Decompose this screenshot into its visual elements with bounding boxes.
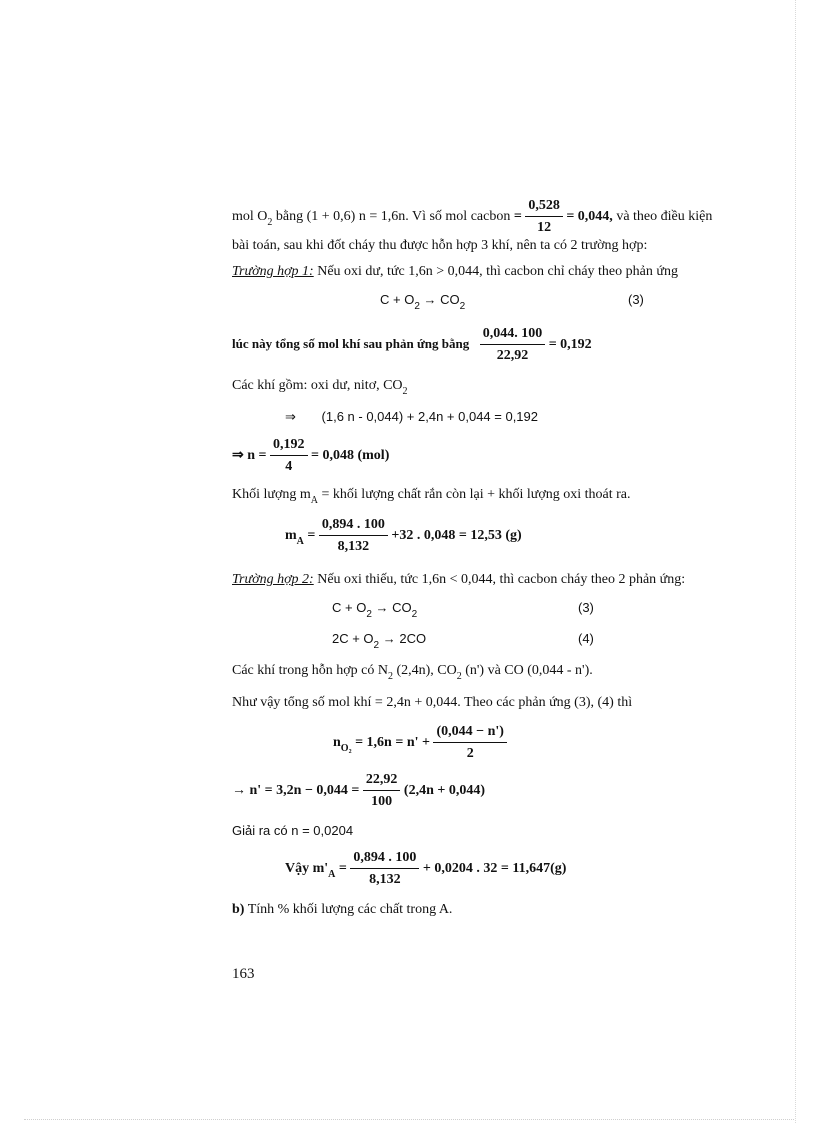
subscript: A	[328, 869, 336, 881]
numerator: 22,92	[363, 771, 401, 791]
subscript: 2	[459, 301, 466, 312]
result: = 0,048 (mol)	[311, 448, 390, 464]
text: 2C + O	[332, 631, 374, 646]
result: (2,4n + 0,044)	[403, 783, 485, 799]
subscript: 2	[373, 640, 380, 651]
fraction	[480, 325, 546, 365]
text: m	[285, 528, 297, 544]
subscript: O₂	[340, 743, 352, 755]
equation: (1,6 n - 0,044) + 2,4n + 0,044 = 0,192	[321, 409, 538, 424]
numerator: 0,894 . 100	[350, 849, 419, 869]
line-3	[232, 263, 678, 281]
text: n	[333, 735, 341, 751]
numerator: 0,528	[525, 197, 563, 217]
text: và theo điều kiện	[612, 209, 713, 225]
subscript: 2	[414, 301, 420, 312]
line-2: bài toán, sau khi đốt cháy thu được hỗn hợp 3 khí, nên ta có 2 trường hợp:	[232, 238, 648, 253]
fraction	[363, 771, 401, 811]
text: → CO	[371, 600, 412, 615]
equals: =	[513, 209, 522, 225]
line-5	[232, 325, 592, 365]
text: bằng (1 + 0,6) n = 1,6n. Vì số mol cacbon	[272, 209, 514, 225]
denominator: 22,92	[496, 348, 529, 363]
reaction-number: (3)	[628, 292, 644, 307]
line-11	[232, 571, 685, 589]
case-heading: Trường hợp 1:	[232, 264, 314, 279]
text: C + O	[380, 292, 415, 307]
text: → 2CO	[379, 631, 427, 646]
line-7	[285, 408, 538, 426]
subscript: 2	[267, 217, 273, 229]
page-border-bottom	[24, 1119, 794, 1120]
equation: = 1,6n = n' +	[351, 735, 430, 751]
subscript: 2	[366, 609, 372, 620]
text: mol O	[232, 209, 268, 225]
line-10	[285, 516, 522, 556]
text: C + O	[332, 600, 367, 615]
fraction	[350, 849, 419, 889]
item-label: b)	[232, 902, 245, 917]
fraction	[270, 436, 308, 476]
result: + 0,0204 . 32 = 11,647(g)	[422, 861, 567, 877]
line-17	[232, 771, 485, 811]
reaction-number: (3)	[578, 600, 594, 615]
line-14	[232, 662, 593, 681]
subscript: A	[296, 536, 304, 548]
text: Nếu oxi thiếu, tức 1,6n < 0,044, thì cacbon cháy theo 2 phản ứng:	[313, 572, 686, 587]
result: = 0,044,	[566, 209, 613, 225]
text: = khối lượng chất rắn còn lại + khối lượng oxi thoát ra.	[318, 487, 631, 502]
text: ⇒ n =	[232, 448, 267, 464]
line-15: Như vậy tổng số mol khí = 2,4n + 0,044. Theo các phản ứng (3), (4) thì	[232, 695, 633, 710]
text: (2,4n), CO	[392, 663, 457, 678]
line-6	[232, 377, 408, 396]
subscript: 2	[387, 671, 393, 682]
line-16	[333, 723, 507, 763]
line-20	[232, 901, 452, 919]
reaction-3	[380, 291, 465, 311]
numerator: 0,894 . 100	[319, 516, 388, 536]
reaction-3b	[332, 599, 417, 619]
text: Tính % khối lượng các chất trong A.	[244, 902, 453, 917]
denominator: 100	[371, 794, 393, 809]
subscript: A	[310, 495, 319, 506]
reaction-4	[332, 630, 426, 650]
line-1	[232, 197, 712, 237]
page-border-right	[795, 0, 796, 1123]
denominator: 4	[285, 459, 293, 474]
subscript: 2	[402, 386, 408, 397]
text: lúc này tổng số mol khí sau phản ứng bằng	[232, 336, 470, 352]
line-18: Giải ra có n = 0,0204	[232, 823, 354, 838]
equals: =	[303, 528, 316, 544]
line-9	[232, 486, 631, 505]
result: +32 . 0,048 = 12,53 (g)	[391, 528, 522, 544]
subscript: 2	[456, 671, 462, 682]
line-19	[285, 849, 566, 889]
numerator: (0,044 − n')	[433, 723, 506, 743]
page-number: 163	[232, 966, 255, 982]
numerator: 0,044. 100	[480, 325, 546, 345]
denominator: 2	[466, 746, 474, 761]
fraction	[433, 723, 506, 763]
implies: ⇒	[285, 409, 296, 424]
text: Vậy m'	[285, 861, 329, 877]
case-heading: Trường hợp 2:	[232, 572, 314, 587]
denominator: 12	[537, 220, 552, 235]
reaction-number: (4)	[578, 631, 594, 646]
text: Khối lượng m	[232, 487, 311, 502]
fraction	[319, 516, 388, 556]
subscript: 2	[411, 609, 418, 620]
text: → CO	[419, 292, 460, 307]
text: Các khí trong hỗn hợp có N	[232, 663, 388, 678]
result: = 0,192	[548, 337, 592, 353]
denominator: 8,132	[337, 539, 370, 554]
fraction	[525, 197, 563, 237]
text: (n') và CO (0,044 - n').	[461, 663, 593, 678]
denominator: 8,132	[369, 872, 401, 887]
equals: =	[335, 861, 347, 877]
numerator: 0,192	[270, 436, 308, 456]
text: Nếu oxi dư, tức 1,6n > 0,044, thì cacbon chỉ cháy theo phản ứng	[313, 264, 678, 279]
line-8	[232, 436, 389, 476]
text: → n' = 3,2n − 0,044 =	[232, 783, 360, 799]
text: Các khí gồm: oxi dư, nitơ, CO	[232, 378, 403, 393]
